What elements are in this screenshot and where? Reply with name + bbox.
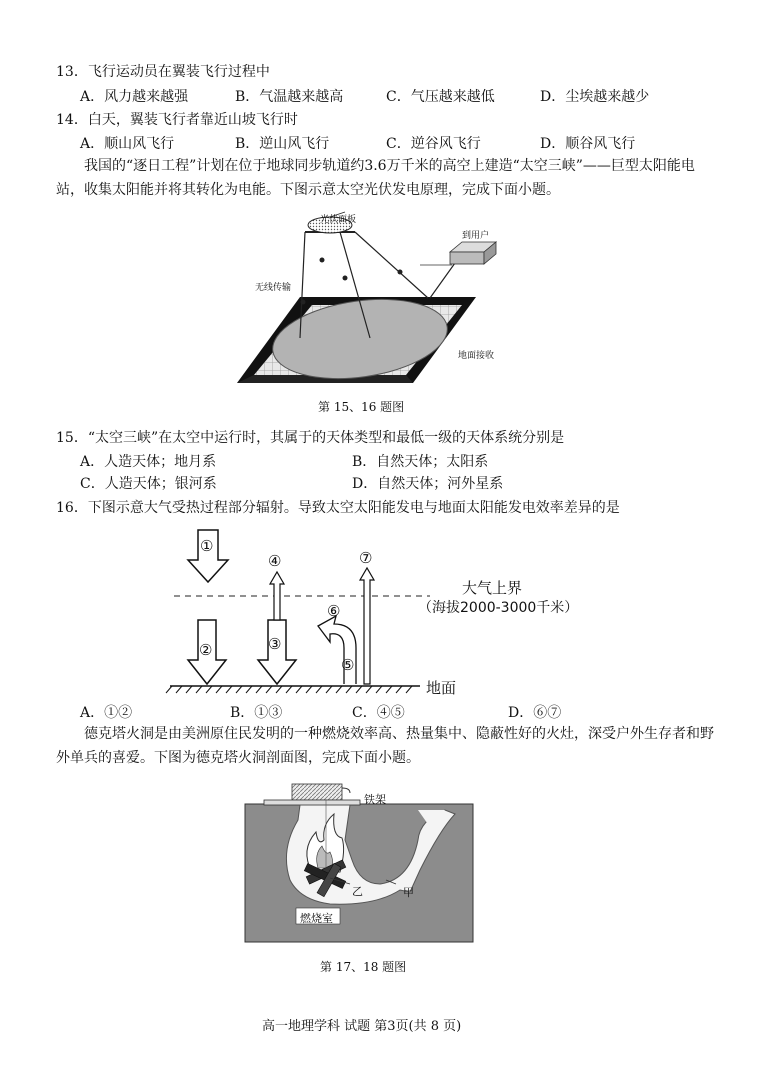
iron-rack: [264, 800, 360, 805]
label-to-user: 到用户: [462, 231, 490, 241]
arrow-label-3: ③: [268, 635, 282, 653]
label-yi: 乙: [352, 885, 363, 898]
q13-stem: 13．飞行运动员在翼装飞行过程中: [56, 64, 270, 80]
figure-caption-17-18: 第 17、18 题图: [320, 960, 407, 974]
q15-option-d: D．自然天体；河外星系: [352, 476, 504, 492]
q16-option-c: C．④⑤: [352, 705, 405, 721]
arrow-7: [360, 568, 374, 684]
q15-stem: 15．“太空三峡”在太空中运行时，其属于的天体类型和最低一级的天体系统分别是: [56, 430, 565, 446]
q13-option-c: C．气压越来越低: [386, 89, 495, 105]
q15-option-a: A．人造天体；地月系: [80, 454, 217, 470]
label-altitude: （海拔2000-3000千米）: [418, 600, 579, 616]
q14-option-c: C．逆谷风飞行: [386, 136, 481, 152]
figure-space-solar: [0, 210, 760, 410]
arrow-label-1: ①: [200, 537, 214, 555]
arrow-label-7: ⑦: [359, 549, 373, 567]
q14-option-a: A．顺山风飞行: [80, 136, 175, 152]
figure-caption-15-16: 第 15、16 题图: [318, 400, 405, 414]
pot: [292, 784, 342, 800]
label-jia: 甲: [403, 886, 414, 899]
arrow-label-4: ④: [268, 552, 282, 570]
arrow-4: [270, 572, 284, 620]
label-ground: 地面: [426, 679, 457, 697]
q14-option-b: B．逆山风飞行: [235, 136, 330, 152]
passage-space-solar: 我国的“逐日工程”计划在位于地球同步轨道约3.6万千米的高空上建造“太空三峡”——巨型太阳能电站，收集太阳能并将其转化为电能。下图示意太空光伏发电原理，完成下面小题。: [56, 158, 695, 198]
label-pv-panel: 光伏面板: [320, 215, 357, 225]
label-upper-atmosphere: 大气上界: [462, 579, 523, 597]
q15-option-c: C．人造天体；银河系: [80, 476, 217, 492]
label-combustion-chamber: 燃烧室: [300, 912, 333, 925]
q16-option-d: D．⑥⑦: [508, 705, 562, 721]
label-wireless: 无线传输: [255, 283, 292, 293]
q16-option-b: B．①③: [230, 705, 283, 721]
figure-atmosphere-radiation: [0, 524, 760, 694]
arrow-label-6: ⑥: [327, 602, 341, 620]
label-iron-rack: 铁架: [364, 793, 386, 806]
q14-stem: 14．白天，翼装飞行者靠近山坡飞行时: [56, 112, 298, 128]
arrow-label-5: ⑤: [341, 656, 355, 674]
arrow-label-2: ②: [199, 641, 213, 659]
q16-option-a: A．①②: [80, 705, 133, 721]
q13-option-d: D．尘埃越来越少: [540, 89, 650, 105]
q13-option-a: A．风力越来越强: [80, 89, 189, 105]
page-footer: 高一地理学科 试题 第3页(共 8 页): [262, 1019, 462, 1034]
passage-dakota-fire-hole: 德克塔火洞是由美洲原住民发明的一种燃烧效率高、热量集中、隐蔽性好的火灶，深受户外生存者和野外单兵的喜爱。下图为德克塔火洞剖面图，完成下面小题。: [56, 726, 714, 766]
q13-option-b: B．气温越来越高: [235, 89, 344, 105]
q14-option-d: D．顺谷风飞行: [540, 136, 636, 152]
q16-stem: 16．下图示意大气受热过程部分辐射。导致太空太阳能发电与地面太阳能发电效率差异的是: [56, 500, 620, 516]
label-ground-receive: 地面接收: [458, 351, 495, 361]
q15-option-b: B．自然天体；太阳系: [352, 454, 489, 470]
